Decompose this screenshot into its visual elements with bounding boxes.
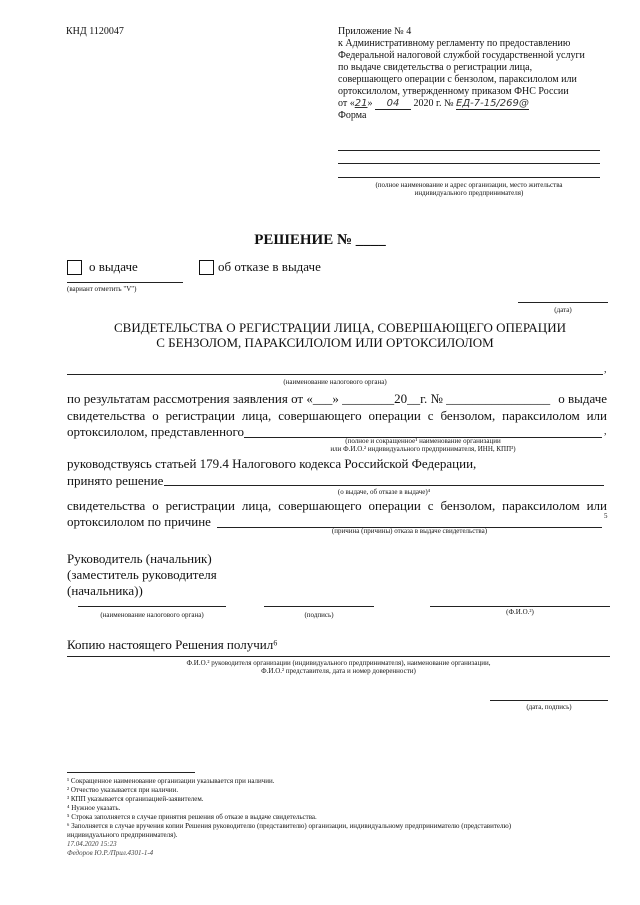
- appendix-line: ортоксилолом, утвержденному приказом ФНС России: [338, 86, 569, 97]
- applicant-caption-1: (полное и сокращенное¹ наименование организации: [345, 437, 501, 445]
- stamp-code: Федоров Ю.Р./Прил.4301-1-4: [67, 849, 154, 857]
- footnote-6: ⁶ Заполняется в случае вручения копии Решения руководителю (представителю) организации, индивидуальному предпринимателю (представителю): [67, 822, 512, 830]
- date-mid: »: [367, 98, 373, 109]
- forma-label: Форма: [338, 110, 367, 121]
- org-line: [338, 177, 600, 178]
- fio-line: [430, 606, 610, 607]
- org-sign-line: [78, 606, 226, 607]
- footnote-1: ¹ Сокращенное наименование организации указывается при наличии.: [67, 777, 275, 785]
- org-sign-caption: (наименование налогового органа): [100, 611, 204, 619]
- copy-received-label: Копию настоящего Решения получил⁶: [67, 637, 278, 652]
- order-number: ЕД-7-15/269@: [456, 98, 529, 109]
- body-line-6: свидетельства о регистрации лица, совершающего операции с бензолом, параксилолом или: [67, 498, 607, 513]
- date-month: 04: [375, 99, 411, 110]
- date-sign-line: [490, 700, 608, 701]
- date-caption: (дата): [554, 306, 572, 314]
- body-line-7: ортоксилолом по причине: [67, 514, 211, 529]
- copy-caption-2: Ф.И.О.² представителя, дата и номер доверенности): [261, 667, 416, 675]
- fio-caption: (Ф.И.О.²): [506, 608, 534, 616]
- head-label-3: (начальника)): [67, 583, 143, 598]
- org-line: [338, 163, 600, 164]
- knd-code: КНД 1120047: [66, 26, 124, 37]
- comma: ,: [604, 364, 607, 375]
- date-year: 2020 г. №: [413, 98, 454, 109]
- refuse-checkbox[interactable]: [199, 260, 214, 275]
- application-issue-text: о выдаче: [558, 391, 607, 406]
- stamp-datetime: 17.04.2020 15:23: [67, 840, 117, 848]
- footnote-separator: [67, 772, 195, 773]
- signature-line: [264, 606, 374, 607]
- org-caption-2: индивидуального предпринимателя): [414, 189, 524, 197]
- decision-line: [164, 485, 604, 486]
- body-line-4: руководствуясь статьей 179.4 Налогового кодекса Российской Федерации,: [67, 456, 477, 471]
- date-day: 21: [354, 98, 368, 109]
- org-caption-1: (полное наименование и адрес организации, место жительства: [375, 181, 563, 189]
- signature-caption: (подпись): [304, 611, 334, 619]
- footnote-4: ⁴ Нужное указать.: [67, 804, 121, 812]
- head-label-2: (заместитель руководителя: [67, 567, 217, 582]
- date-prefix: от «: [338, 98, 355, 109]
- date-sign-caption: (дата, подпись): [526, 703, 572, 711]
- appendix-title: Приложение № 4: [338, 26, 412, 37]
- tax-org-caption: (наименование налогового органа): [283, 378, 387, 386]
- reason-caption: (причина (причины) отказа в выдаче свидетельства): [331, 527, 488, 535]
- footnote-5: ⁵ Строка заполняется в случае принятия решения об отказе в выдаче свидетельства.: [67, 813, 317, 821]
- org-caption: [338, 181, 600, 197]
- subject-line-2: С БЕНЗОЛОМ, ПАРАКСИЛОЛОМ ИЛИ ОРТОКСИЛОЛОМ: [156, 335, 494, 350]
- tax-org-line: [67, 374, 603, 375]
- application-line: [67, 391, 607, 407]
- variant-line: [67, 282, 183, 283]
- appendix-block: [338, 26, 608, 122]
- org-line: [338, 150, 600, 151]
- body-line-2: свидетельства о регистрации лица, совершающего операции с бензолом, параксилолом или: [67, 408, 607, 423]
- footnote-mark-5: 5: [604, 512, 608, 520]
- decision-title: РЕШЕНИЕ № ____: [254, 232, 386, 248]
- refuse-option-label: об отказе в выдаче: [218, 259, 321, 274]
- copy-caption-1: Ф.И.О.² руководителя организации (индивидуального предпринимателя), наименование организации,: [186, 659, 491, 667]
- footnote-2: ² Отчество указывается при наличии.: [67, 786, 179, 794]
- comma: ,: [604, 426, 607, 437]
- footnotes: [67, 777, 612, 858]
- issue-checkbox[interactable]: [67, 260, 82, 275]
- head-label-1: Руководитель (начальник): [67, 551, 212, 566]
- applicant-caption-2: или Ф.И.О.² индивидуального предпринимателя, ИНН, КПП³): [330, 445, 516, 453]
- footnote-6-cont: индивидуального предпринимателя).: [67, 831, 178, 839]
- appendix-line: к Административному регламенту по предоставлению: [338, 38, 571, 49]
- issue-option-label: о выдаче: [89, 259, 138, 274]
- copy-caption: [67, 659, 610, 675]
- body-line-3: ортоксилолом, представленного: [67, 424, 245, 439]
- body-line-5: принято решение: [67, 473, 164, 488]
- variant-note: (вариант отметить "V"): [67, 285, 137, 293]
- date-line: [518, 302, 608, 303]
- subject-line-1: СВИДЕТЕЛЬСТВА О РЕГИСТРАЦИИ ЛИЦА, СОВЕРШАЮЩЕГО ОПЕРАЦИИ: [114, 320, 566, 335]
- appendix-line: по выдаче свидетельства о регистрации лица,: [338, 62, 533, 73]
- appendix-line: совершающего операции с бензолом, параксилолом или: [338, 74, 577, 85]
- appendix-date-line: [338, 98, 608, 110]
- footnote-3: ³ КПП указывается организацией-заявителем.: [67, 795, 204, 803]
- applicant-caption: [244, 437, 602, 453]
- copy-line: [67, 656, 610, 657]
- appendix-line: Федеральной налоговой службой государственной услуги: [338, 50, 585, 61]
- application-text: по результатам рассмотрения заявления от «___» ________20__г. № ________________: [67, 391, 551, 406]
- decision-caption: (о выдаче, об отказе в выдаче)⁴: [337, 488, 431, 496]
